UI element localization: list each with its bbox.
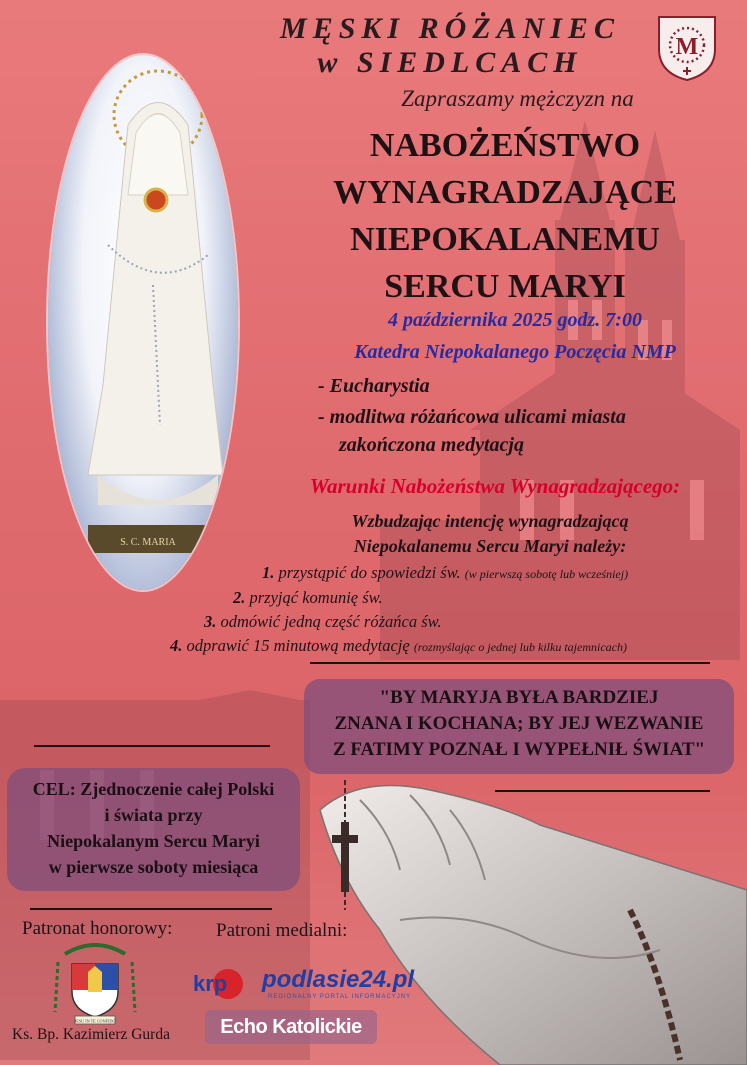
condition-number: 1.	[262, 563, 275, 582]
condition-number: 2.	[233, 588, 246, 607]
quote-line: "BY MARYJA BYŁA BARDZIEJ	[379, 687, 659, 708]
title-line-1: MĘSKI RÓŻANIEC	[280, 12, 620, 45]
goal-line: i świata przy	[104, 805, 203, 825]
event-place: Katedra Niepokalanego Poczęcia NMP	[354, 341, 676, 363]
podlasie24-logo: podlasie24.pl	[262, 966, 415, 993]
bishop-motto: JESU IN TE CONFIDO	[74, 1018, 116, 1024]
conditions-intent	[280, 509, 700, 559]
conditions-heading: Warunki Nabożeństwa Wynagradzającego:	[309, 474, 681, 498]
service-title-line: NABOŻEŃSTWO	[369, 127, 641, 164]
honorary-patron-label: Patronat honorowy:	[22, 918, 173, 939]
condition-item-3	[204, 612, 442, 632]
bishop-coat-of-arms	[50, 942, 140, 1027]
krp-logo	[190, 967, 246, 1001]
podlasie24-subtitle: REGIONALNY PORTAL INFORMACYJNY	[268, 994, 412, 1000]
divider	[310, 662, 710, 664]
fatima-quote-box	[304, 679, 734, 774]
condition-text: przyjąć komunię św.	[249, 588, 383, 607]
condition-text: odprawić 15 minutową medytację	[186, 636, 410, 655]
service-title	[295, 122, 715, 310]
title-line-2: w SIEDLCACH	[317, 46, 583, 79]
echo-katolickie-logo: Echo Katolickie	[205, 1010, 377, 1044]
logo-letter: M	[675, 34, 699, 60]
invitation-text: Zapraszamy mężczyzn na	[401, 86, 634, 111]
condition-number: 4.	[170, 636, 183, 655]
condition-item-2	[233, 588, 383, 608]
service-title-line: WYNAGRADZAJĄCE	[333, 174, 677, 211]
program-item: zakończona medytacją	[339, 434, 524, 456]
program-list	[318, 373, 626, 458]
intent-line: Wzbudzając intencję wynagradzającą	[351, 511, 629, 531]
divider	[34, 745, 270, 747]
quote-line: ZNANA I KOCHANA; BY JEJ WEZWANIE	[334, 713, 704, 734]
goal-line: Niepokalanym Sercu Maryi	[47, 831, 260, 851]
media-patrons-label: Patroni medialni:	[216, 920, 348, 941]
goal-line: w pierwsze soboty miesiąca	[48, 857, 259, 877]
divider	[30, 908, 272, 910]
condition-item-4	[170, 636, 627, 656]
bishop-name: Ks. Bp. Kazimierz Gurda	[12, 1026, 170, 1043]
condition-note: (rozmyślając o jednej lub kilku tajemnicach)	[413, 640, 627, 654]
goal-box	[7, 768, 300, 891]
krp-logo-text: krp	[193, 971, 228, 996]
intent-line: Niepokalanemu Sercu Maryi należy:	[353, 536, 627, 556]
condition-text: przystąpić do spowiedzi św.	[278, 563, 461, 582]
service-title-line: NIEPOKALANEMU	[350, 221, 660, 258]
rosary-shield-logo	[655, 13, 719, 83]
service-title-line: SERCU MARYI	[384, 268, 626, 305]
program-item: - Eucharystia	[318, 375, 430, 397]
condition-item-1	[262, 563, 628, 583]
goal-line: CEL: Zjednoczenie całej Polski	[32, 779, 275, 799]
condition-number: 3.	[204, 612, 217, 631]
statue-illustration	[48, 55, 238, 590]
condition-text: odmówić jedną część różańca św.	[220, 612, 442, 631]
program-item: - modlitwa różańcowa ulicami miasta	[318, 406, 626, 428]
quote-line: Z FATIMY POZNAŁ I WYPEŁNIŁ ŚWIAT"	[332, 739, 706, 760]
statue-base-label: S. C. MARIA	[120, 537, 176, 548]
page-title	[250, 12, 650, 80]
condition-note: (w pierwszą sobotę lub wcześniej)	[464, 567, 629, 581]
event-date: 4 października 2025 godz. 7:00	[388, 309, 642, 331]
madonna-statue-photo	[48, 55, 238, 590]
